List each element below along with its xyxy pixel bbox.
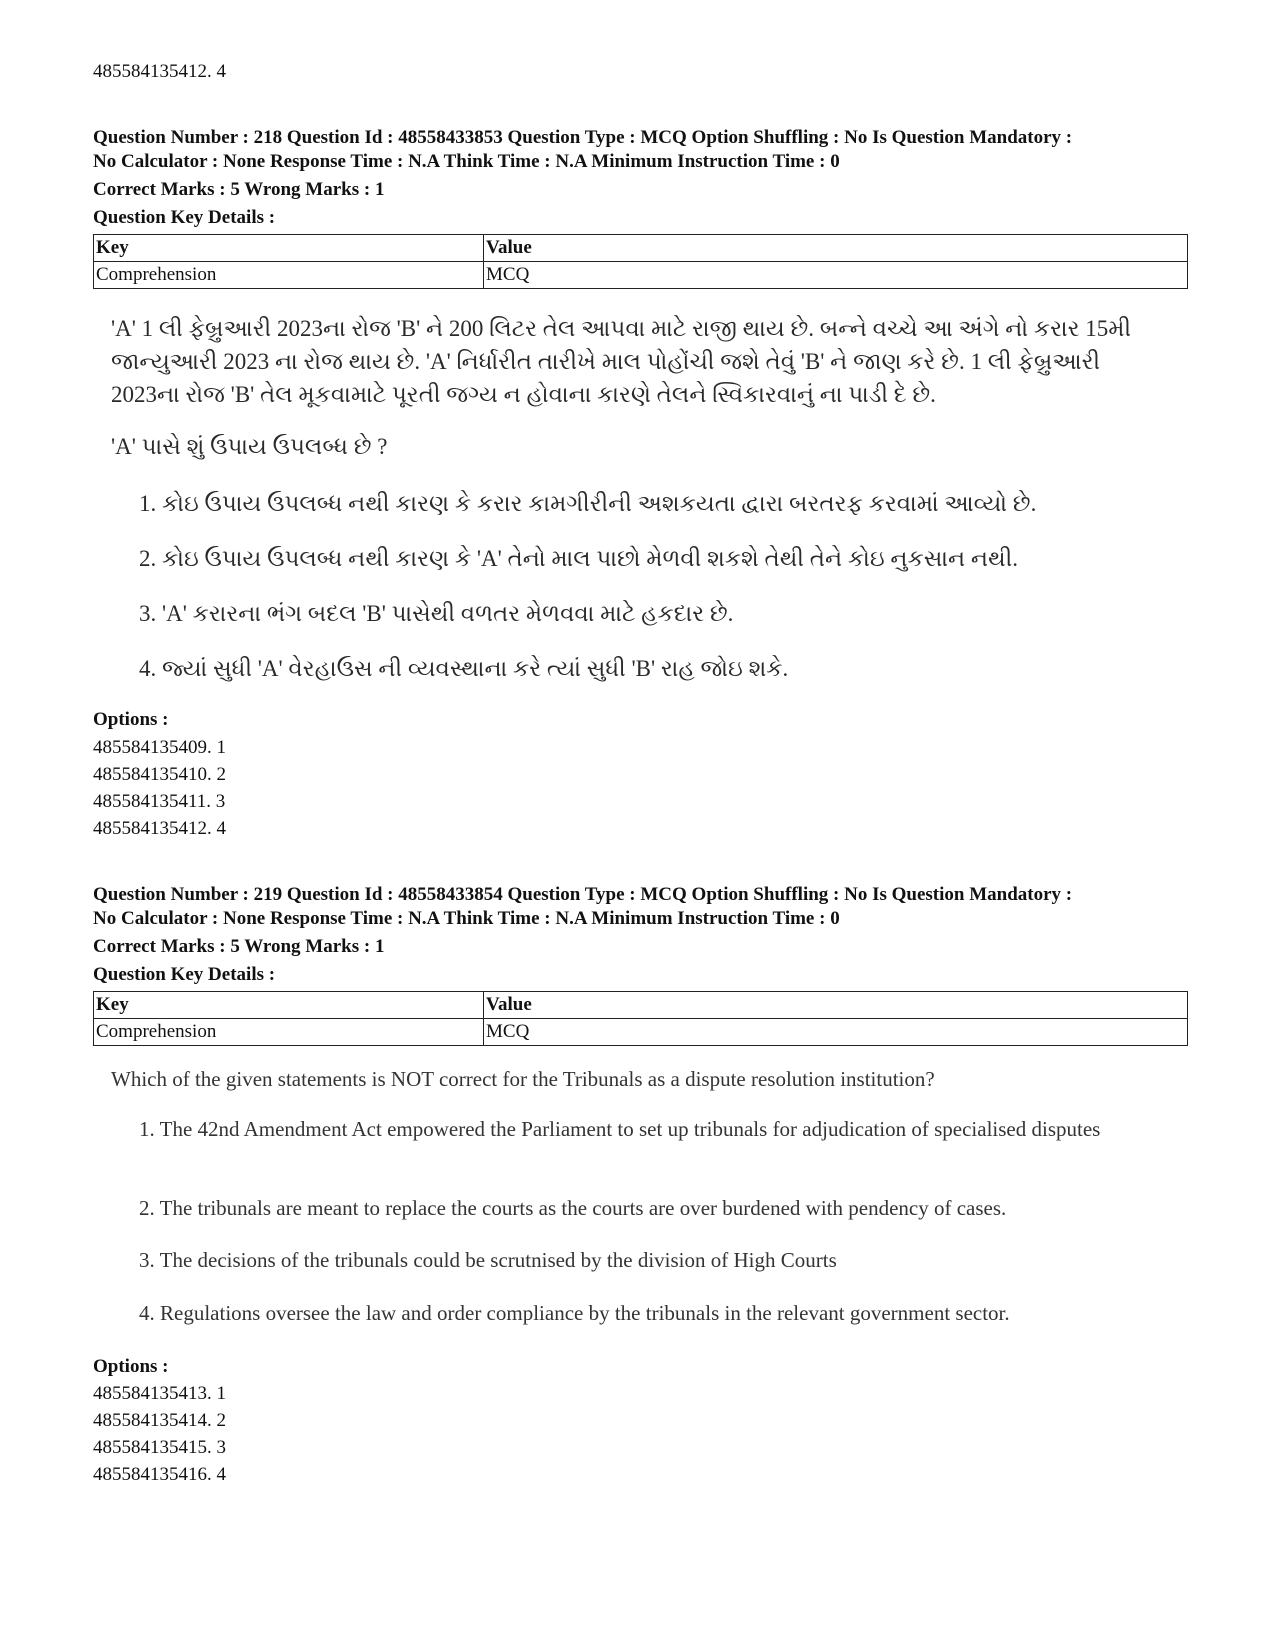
q218-marks: Correct Marks : 5 Wrong Marks : 1 — [93, 179, 385, 200]
q219-option-3: 485584135415. 3 — [93, 1437, 226, 1458]
table-cell-value: MCQ — [484, 262, 1188, 289]
q219-marks: Correct Marks : 5 Wrong Marks : 1 — [93, 936, 385, 957]
q219-option-2: 485584135414. 2 — [93, 1410, 226, 1431]
table-header-value: Value — [484, 992, 1188, 1019]
q219-choice-3-text: 3. The decisions of the tribunals could be scrutnised by the division of High Courts — [139, 1248, 837, 1272]
q218-meta-line2: No Calculator : None Response Time : N.A Think Time : N.A Minimum Instruction Time : 0 — [93, 151, 840, 172]
table-cell-key: Comprehension — [94, 262, 484, 289]
q218-choice-2: 2. કોઇ ઉપાય ઉપલબ્ધ નથી કારણ કે 'A' તેનો માલ પાછો મેળવી શકશે તેથી તેને કોઇ નુકસાન નથી. — [139, 546, 1019, 571]
q219-choice-4 — [139, 1300, 1139, 1327]
table-row — [94, 1019, 1188, 1046]
table-row — [94, 235, 1188, 262]
q219-key-table — [93, 991, 1188, 1046]
q218-choice-3: 3. 'A' કરારના ભંગ બદલ 'B' પાસેથી વળતર મેળવવા માટે હકદાર છે. — [139, 601, 734, 626]
table-header-key: Key — [94, 992, 484, 1019]
q219-meta-line2: No Calculator : None Response Time : N.A Think Time : N.A Minimum Instruction Time : 0 — [93, 908, 840, 929]
table-cell-key: Comprehension — [94, 1019, 484, 1046]
q219-question: Which of the given statements is NOT correct for the Tribunals as a dispute resolution institution? — [111, 1067, 935, 1091]
q218-key-table — [93, 234, 1188, 289]
table-row — [94, 262, 1188, 289]
q219-choice-1-text: 1. The 42nd Amendment Act empowered the Parliament to set up tribunals for adjudication of specialised disputes — [139, 1117, 1101, 1141]
q218-question: 'A' પાસે શું ઉપાય ઉપલબ્ધ છે ? — [111, 434, 388, 459]
table-header-key: Key — [94, 235, 484, 262]
q219-choice-1 — [139, 1116, 1139, 1143]
q219-choice-4-text: 4. Regulations oversee the law and order compliance by the tribunals in the relevant government sector. — [139, 1301, 1010, 1325]
q219-choice-3 — [139, 1247, 1139, 1274]
q219-option-1: 485584135413. 1 — [93, 1383, 226, 1404]
q219-options-label: Options : — [93, 1356, 169, 1377]
q218-option-4: 485584135412. 4 — [93, 818, 226, 839]
q218-passage-line1: 'A' 1 લી ફેબ્રુઆરી 2023ના રોજ 'B' ને 200 લિટર તેલ આપવા માટે રાજી થાય છે. બન્ને વચ્ચે આ અંગે નો કરાર 15મી — [111, 316, 1132, 341]
q218-key-details-label: Question Key Details : — [93, 207, 276, 228]
q218-option-3: 485584135411. 3 — [93, 791, 226, 812]
q219-choice-2-text: 2. The tribunals are meant to replace the courts as the courts are over burdened with pendency of cases. — [139, 1196, 1007, 1220]
table-row — [94, 992, 1188, 1019]
table-header-value: Value — [484, 235, 1188, 262]
q218-option-2: 485584135410. 2 — [93, 764, 226, 785]
q218-choice-1: 1. કોઇ ઉપાય ઉપલબ્ધ નથી કારણ કે કરાર કામગીરીની અશકયતા દ્વારા બરતરફ કરવામાં આવ્યો છે. — [139, 491, 1037, 516]
q218-passage-line2: જાન્યુઆરી 2023 ના રોજ થાય છે. 'A' નિર્ધારીત તારીખે માલ પોહોંચી જશે તેવું 'B' ને જાણ કરે છે. 1 લી ફેબ્રુઆરી — [111, 349, 1101, 374]
previous-option-line: 485584135412. 4 — [93, 61, 226, 82]
q219-option-4: 485584135416. 4 — [93, 1464, 226, 1485]
q218-option-1: 485584135409. 1 — [93, 737, 226, 758]
q218-passage-line3: 2023ના રોજ 'B' તેલ મૂકવામાટે પૂરતી જગ્ય ન હોવાના કારણે તેલને સ્વિકારવાનું ના પાડી દે છે. — [111, 382, 936, 407]
q219-meta-line1: Question Number : 219 Question Id : 48558433854 Question Type : MCQ Option Shuffling : No Is Question Mandatory : — [93, 884, 1073, 905]
q218-meta-line1: Question Number : 218 Question Id : 48558433853 Question Type : MCQ Option Shuffling : No Is Question Mandatory : — [93, 127, 1073, 148]
q219-key-details-label: Question Key Details : — [93, 964, 276, 985]
q218-options-label: Options : — [93, 709, 169, 730]
table-cell-value: MCQ — [484, 1019, 1188, 1046]
q218-choice-4: 4. જ્યાં સુધી 'A' વેરહાઉસ ની વ્યવસ્થાના કરે ત્યાં સુધી 'B' રાહ જોઇ શકે. — [139, 656, 789, 681]
q219-choice-2 — [139, 1195, 1139, 1222]
